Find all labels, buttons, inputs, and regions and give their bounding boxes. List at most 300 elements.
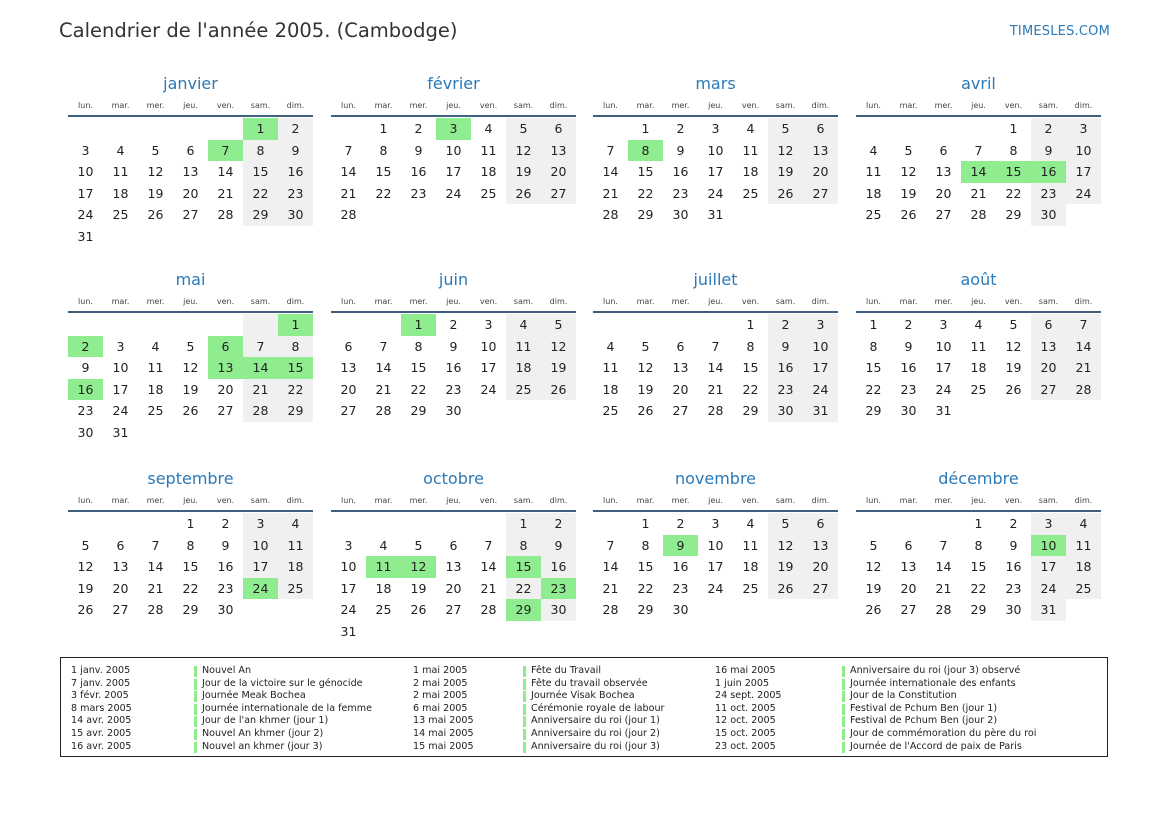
day-cell: 20 — [672, 381, 689, 397]
weekday-label: jeu. — [708, 101, 723, 110]
legend-date: 12 oct. 2005 — [715, 715, 776, 727]
weekday-label: mer. — [934, 101, 953, 110]
day-cell: 18 — [278, 556, 313, 578]
day-cell: 13 — [340, 360, 357, 376]
day-cell: 4 — [278, 513, 313, 535]
month-name: mai — [175, 270, 206, 289]
day-cell: 24 — [707, 185, 724, 201]
day-cell: 6 — [676, 338, 685, 354]
legend-date: 7 janv. 2005 — [71, 677, 131, 689]
holiday-day-cell: 6 — [208, 336, 243, 358]
site-link[interactable]: TIMESLES.COM — [1009, 24, 1110, 39]
weekday-label: mar. — [899, 297, 918, 306]
weekday-label: jeu. — [446, 297, 461, 306]
day-cell: 9 — [449, 338, 458, 354]
weekday-label: sam. — [513, 496, 534, 505]
empty-day-cell — [138, 118, 173, 140]
empty-day-cell — [173, 226, 208, 248]
day-cell: 5 — [186, 338, 195, 354]
day-cell: 31 — [340, 623, 357, 639]
day-cell: 12 — [1005, 338, 1022, 354]
holiday-day-cell: 11 — [366, 556, 401, 578]
weekday-header — [68, 97, 313, 115]
legend-holiday-name: Anniversaire du roi (jour 2) — [531, 727, 660, 739]
empty-day-cell — [436, 621, 471, 643]
day-cell: 28 — [935, 602, 952, 618]
day-cell: 30 — [768, 400, 803, 422]
day-cell: 17 — [707, 164, 724, 180]
day-cell: 12 — [182, 360, 199, 376]
empty-day-cell — [1066, 204, 1101, 226]
legend-color-bar — [194, 716, 197, 727]
empty-day-cell — [208, 314, 243, 336]
empty-day-cell — [541, 204, 576, 226]
empty-day-cell — [366, 621, 401, 643]
day-cell: 4 — [606, 338, 615, 354]
day-cell: 17 — [480, 360, 497, 376]
day-cell: 10 — [707, 537, 724, 553]
day-cell: 11 — [480, 142, 497, 158]
holiday-day-cell: 16 — [1031, 161, 1066, 183]
day-cell: 24 — [935, 381, 952, 397]
day-cell: 28 — [1066, 379, 1101, 401]
legend-holiday-name: Anniversaire du roi (jour 3) — [531, 740, 660, 752]
day-cell: 27 — [803, 183, 838, 205]
month-rule — [68, 510, 313, 512]
empty-day-cell — [926, 118, 961, 140]
day-cell: 17 — [935, 360, 952, 376]
day-cell: 26 — [182, 403, 199, 419]
legend-color-bar — [523, 704, 526, 715]
day-cell: 28 — [602, 602, 619, 618]
day-cell: 2 — [541, 513, 576, 535]
day-cell: 30 — [1005, 602, 1022, 618]
weekday-label: mar. — [111, 496, 130, 505]
day-cell: 29 — [182, 602, 199, 618]
day-cell: 11 — [742, 142, 759, 158]
day-cell: 2 — [904, 317, 913, 332]
day-grid — [331, 314, 576, 422]
month-9 — [331, 468, 576, 643]
day-cell: 17 — [803, 357, 838, 379]
empty-day-cell — [103, 226, 138, 248]
day-cell: 27 — [1031, 379, 1066, 401]
month-5 — [331, 269, 576, 422]
day-cell: 11 — [865, 164, 882, 180]
weekday-label: mer. — [146, 297, 165, 306]
legend-holiday-name: Nouvel an khmer (jour 3) — [202, 740, 323, 752]
day-cell: 21 — [935, 580, 952, 596]
day-cell: 3 — [711, 516, 720, 531]
legend-date: 1 mai 2005 — [413, 665, 468, 676]
empty-day-cell — [593, 118, 628, 140]
day-cell: 31 — [1031, 599, 1066, 621]
day-cell: 17 — [112, 381, 129, 397]
day-cell: 20 — [112, 580, 129, 596]
day-cell: 4 — [746, 516, 755, 531]
day-cell: 23 — [410, 185, 427, 201]
day-cell: 3 — [1031, 513, 1066, 535]
empty-day-cell — [1066, 599, 1101, 621]
day-cell: 31 — [707, 207, 724, 223]
day-cell: 5 — [506, 118, 541, 140]
weekday-label: lun. — [603, 297, 618, 306]
empty-day-cell — [541, 400, 576, 422]
day-cell: 1 — [746, 317, 755, 332]
empty-day-cell — [243, 599, 278, 621]
day-cell: 16 — [900, 360, 917, 376]
holiday-day-cell: 13 — [208, 357, 243, 379]
weekday-label: dim. — [286, 101, 305, 110]
day-cell: 11 — [1066, 535, 1101, 557]
day-cell: 16 — [445, 360, 462, 376]
day-cell: 12 — [637, 360, 654, 376]
weekday-label: mer. — [934, 496, 953, 505]
day-cell: 17 — [1066, 161, 1101, 183]
day-cell: 20 — [182, 185, 199, 201]
weekday-label: ven. — [216, 101, 235, 110]
holiday-day-cell: 10 — [1031, 535, 1066, 557]
day-cell: 11 — [742, 537, 759, 553]
empty-day-cell — [68, 314, 103, 336]
day-cell: 13 — [803, 140, 838, 162]
day-cell: 30 — [672, 207, 689, 223]
month-name: avril — [961, 74, 996, 93]
day-cell: 20 — [340, 381, 357, 397]
empty-day-cell — [961, 118, 996, 140]
day-cell: 4 — [506, 314, 541, 336]
day-cell: 5 — [768, 118, 803, 140]
weekday-label: dim. — [1074, 496, 1093, 505]
empty-day-cell — [891, 118, 926, 140]
month-6 — [593, 269, 838, 422]
legend-holiday-name: Jour de la victoire sur le génocide — [202, 677, 363, 689]
day-cell: 5 — [1009, 317, 1018, 332]
weekday-label: mar. — [374, 297, 393, 306]
weekday-label: dim. — [549, 496, 568, 505]
weekday-label: lun. — [341, 297, 356, 306]
weekday-label: lun. — [78, 496, 93, 505]
empty-day-cell — [1031, 400, 1066, 422]
weekday-label: ven. — [741, 101, 760, 110]
day-cell: 4 — [116, 142, 125, 158]
empty-day-cell — [173, 422, 208, 444]
month-10 — [593, 468, 838, 621]
empty-day-cell — [856, 513, 891, 535]
empty-day-cell — [331, 513, 366, 535]
day-cell: 15 — [637, 164, 654, 180]
day-cell: 9 — [278, 140, 313, 162]
weekday-header — [593, 492, 838, 510]
holiday-day-cell: 23 — [541, 578, 576, 600]
month-1 — [331, 73, 576, 226]
empty-day-cell — [506, 204, 541, 226]
weekday-label: sam. — [775, 101, 796, 110]
day-cell: 21 — [243, 379, 278, 401]
empty-day-cell — [891, 513, 926, 535]
day-cell: 4 — [746, 121, 755, 136]
weekday-label: ven. — [1004, 297, 1023, 306]
day-cell: 5 — [541, 314, 576, 336]
day-cell: 21 — [1066, 357, 1101, 379]
day-cell: 10 — [340, 559, 357, 575]
day-cell: 15 — [375, 164, 392, 180]
empty-day-cell — [173, 314, 208, 336]
weekday-label: dim. — [811, 101, 830, 110]
weekday-label: dim. — [1074, 101, 1093, 110]
day-cell: 21 — [340, 185, 357, 201]
day-grid — [68, 513, 313, 621]
month-name: novembre — [674, 469, 757, 488]
month-7 — [856, 269, 1101, 422]
day-cell: 15 — [243, 161, 278, 183]
legend-date: 16 mai 2005 — [715, 665, 776, 676]
weekday-label: mar. — [374, 496, 393, 505]
day-grid — [856, 513, 1101, 621]
day-grid — [331, 513, 576, 643]
day-cell: 23 — [672, 580, 689, 596]
day-cell: 23 — [445, 381, 462, 397]
weekday-label: jeu. — [708, 496, 723, 505]
page-title: Calendrier de l'année 2005. (Cambodge) — [59, 19, 458, 42]
legend-date: 24 sept. 2005 — [715, 690, 782, 702]
day-cell: 31 — [803, 400, 838, 422]
legend-date: 3 févr. 2005 — [71, 690, 129, 702]
day-cell: 18 — [970, 360, 987, 376]
legend-color-bar — [523, 679, 526, 690]
day-cell: 22 — [410, 381, 427, 397]
legend-holiday-name: Cérémonie royale de labour — [531, 702, 665, 714]
empty-day-cell — [733, 599, 768, 621]
day-cell: 11 — [112, 164, 129, 180]
day-cell: 22 — [1005, 185, 1022, 201]
day-cell: 15 — [970, 559, 987, 575]
day-cell: 20 — [217, 381, 234, 397]
weekday-label: dim. — [811, 297, 830, 306]
day-cell: 6 — [116, 537, 125, 553]
day-cell: 27 — [900, 602, 917, 618]
empty-day-cell — [1066, 400, 1101, 422]
day-cell: 21 — [970, 185, 987, 201]
day-cell: 13 — [182, 164, 199, 180]
day-cell: 25 — [742, 580, 759, 596]
day-cell: 11 — [970, 338, 987, 354]
day-cell: 14 — [1066, 336, 1101, 358]
day-cell: 18 — [506, 357, 541, 379]
day-cell: 21 — [147, 580, 164, 596]
weekday-label: lun. — [341, 101, 356, 110]
day-cell: 8 — [974, 537, 983, 553]
weekday-header — [593, 97, 838, 115]
day-cell: 8 — [186, 537, 195, 553]
day-cell: 2 — [221, 516, 230, 531]
empty-day-cell — [401, 621, 436, 643]
weekday-label: dim. — [811, 496, 830, 505]
day-cell: 16 — [217, 559, 234, 575]
day-grid — [68, 118, 313, 248]
month-3 — [856, 73, 1101, 226]
holiday-day-cell: 14 — [243, 357, 278, 379]
day-cell: 16 — [1005, 559, 1022, 575]
day-cell: 15 — [182, 559, 199, 575]
empty-day-cell — [103, 513, 138, 535]
day-cell: 1 — [869, 317, 878, 332]
day-cell: 2 — [1009, 516, 1018, 531]
weekday-label: mer. — [146, 101, 165, 110]
day-cell: 8 — [869, 338, 878, 354]
weekday-label: dim. — [286, 496, 305, 505]
day-cell: 7 — [344, 142, 353, 158]
legend-date: 16 avr. 2005 — [71, 740, 132, 752]
empty-day-cell — [471, 621, 506, 643]
day-cell: 24 — [77, 207, 94, 223]
day-cell: 28 — [602, 207, 619, 223]
weekday-label: jeu. — [183, 297, 198, 306]
day-cell: 5 — [81, 537, 90, 553]
empty-day-cell — [366, 513, 401, 535]
weekday-label: sam. — [1038, 496, 1059, 505]
day-cell: 18 — [375, 580, 392, 596]
legend-date: 11 oct. 2005 — [715, 702, 776, 714]
empty-day-cell — [698, 599, 733, 621]
day-cell: 16 — [278, 161, 313, 183]
day-cell: 3 — [803, 314, 838, 336]
day-cell: 10 — [803, 336, 838, 358]
weekday-label: jeu. — [971, 297, 986, 306]
legend-holiday-name: Festival de Pchum Ben (jour 2) — [850, 715, 998, 727]
weekday-label: sam. — [250, 101, 271, 110]
day-cell: 7 — [151, 537, 160, 553]
empty-day-cell — [698, 314, 733, 336]
empty-day-cell — [961, 400, 996, 422]
day-cell: 1 — [974, 516, 983, 531]
legend-color-bar — [194, 679, 197, 690]
weekday-header — [856, 492, 1101, 510]
month-rule — [331, 510, 576, 512]
day-cell: 29 — [637, 602, 654, 618]
holiday-day-cell: 15 — [996, 161, 1031, 183]
legend-date: 15 avr. 2005 — [71, 727, 132, 739]
month-name: juillet — [693, 270, 738, 289]
weekday-label: ven. — [1004, 496, 1023, 505]
day-cell: 2 — [414, 121, 423, 136]
day-cell: 10 — [112, 360, 129, 376]
day-cell: 27 — [803, 578, 838, 600]
month-11 — [856, 468, 1101, 621]
legend-date: 13 mai 2005 — [413, 715, 474, 727]
day-cell: 17 — [340, 580, 357, 596]
legend-color-bar — [194, 666, 197, 677]
empty-day-cell — [471, 400, 506, 422]
legend-color-bar — [842, 716, 845, 727]
legend-holiday-name: Fête du travail observée — [531, 677, 648, 689]
day-cell: 26 — [768, 183, 803, 205]
empty-day-cell — [366, 314, 401, 336]
day-cell: 27 — [672, 403, 689, 419]
legend-holiday-name: Jour de commémoration du père du roi — [850, 727, 1037, 739]
day-cell: 30 — [445, 403, 462, 419]
weekday-label: ven. — [741, 496, 760, 505]
day-cell: 22 — [506, 578, 541, 600]
day-cell: 14 — [340, 164, 357, 180]
day-cell: 2 — [768, 314, 803, 336]
legend-date: 14 mai 2005 — [413, 727, 474, 739]
weekday-header — [68, 492, 313, 510]
weekday-label: lun. — [603, 496, 618, 505]
empty-day-cell — [173, 118, 208, 140]
holiday-day-cell: 15 — [278, 357, 313, 379]
day-cell: 22 — [865, 381, 882, 397]
day-cell: 30 — [278, 204, 313, 226]
empty-day-cell — [138, 422, 173, 444]
day-cell: 7 — [939, 537, 948, 553]
empty-day-cell — [366, 204, 401, 226]
day-cell: 30 — [1031, 204, 1066, 226]
empty-day-cell — [278, 226, 313, 248]
holiday-day-cell: 2 — [68, 336, 103, 358]
empty-day-cell — [733, 204, 768, 226]
day-cell: 6 — [344, 338, 353, 354]
day-cell: 1 — [641, 516, 650, 531]
weekday-header — [331, 293, 576, 311]
holiday-day-cell: 15 — [506, 556, 541, 578]
day-cell: 15 — [865, 360, 882, 376]
weekday-label: lun. — [866, 101, 881, 110]
day-cell: 13 — [900, 559, 917, 575]
day-cell: 22 — [182, 580, 199, 596]
weekday-label: sam. — [250, 496, 271, 505]
holiday-legend — [60, 657, 1108, 757]
day-cell: 19 — [768, 556, 803, 578]
day-cell: 24 — [1066, 183, 1101, 205]
month-2 — [593, 73, 838, 226]
day-cell: 10 — [707, 142, 724, 158]
day-cell: 25 — [278, 578, 313, 600]
day-cell: 28 — [375, 403, 392, 419]
day-cell: 19 — [506, 161, 541, 183]
day-cell: 9 — [221, 537, 230, 553]
day-cell: 1 — [641, 121, 650, 136]
month-name: février — [427, 74, 480, 93]
day-cell: 28 — [707, 403, 724, 419]
day-cell: 20 — [900, 580, 917, 596]
legend-color-bar — [842, 742, 845, 753]
empty-day-cell — [541, 621, 576, 643]
legend-color-bar — [523, 716, 526, 727]
day-cell: 12 — [506, 140, 541, 162]
day-cell: 12 — [865, 559, 882, 575]
weekday-label: sam. — [775, 496, 796, 505]
weekday-label: mer. — [934, 297, 953, 306]
day-cell: 23 — [768, 379, 803, 401]
legend-holiday-name: Fête du Travail — [531, 665, 601, 676]
day-cell: 9 — [541, 535, 576, 557]
day-cell: 4 — [379, 537, 388, 553]
holiday-day-cell: 24 — [243, 578, 278, 600]
day-cell: 24 — [445, 185, 462, 201]
day-cell: 3 — [243, 513, 278, 535]
day-cell: 26 — [77, 602, 94, 618]
day-cell: 3 — [344, 537, 353, 553]
holiday-day-cell: 7 — [208, 140, 243, 162]
day-cell: 14 — [375, 360, 392, 376]
day-cell: 8 — [278, 336, 313, 358]
legend-holiday-name: Journée internationale des enfants — [850, 677, 1016, 689]
day-cell: 13 — [1031, 336, 1066, 358]
weekday-label: mar. — [636, 496, 655, 505]
weekday-label: mar. — [111, 101, 130, 110]
day-cell: 9 — [81, 360, 90, 376]
